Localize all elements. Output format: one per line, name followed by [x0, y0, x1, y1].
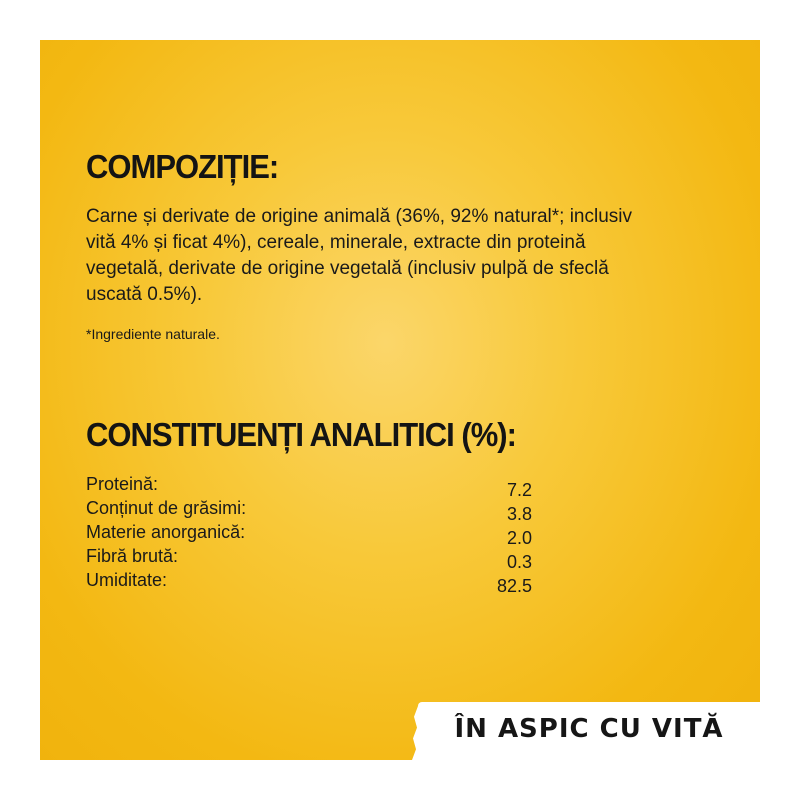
flavor-tag-text: ÎN ASPIC CU VITĂ: [454, 714, 724, 744]
table-row: [86, 496, 532, 524]
composition-title: COMPOZIȚIE:: [86, 148, 279, 186]
constituent-value: 7.2: [506, 480, 532, 500]
table-row: [86, 472, 532, 500]
constituent-value: 3.8: [506, 504, 532, 524]
analytic-constituents-title: CONSTITUENȚI ANALITICI (%):: [86, 416, 516, 454]
constituent-label: Materie anorganică:: [86, 522, 246, 542]
table-row: [86, 520, 532, 548]
constituent-label: Umiditate:: [86, 570, 168, 590]
constituent-label: Fibră brută:: [86, 546, 179, 566]
table-row: [86, 568, 532, 596]
composition-text: Carne și derivate de origine animală (36%, 92% natural*; inclusiv vită 4% și ficat 4%), cereale, minerale, extracte din proteină vegetală, derivate de origine vegetală (inclusiv pulpă de sfeclă uscată 0.5%).: [86, 206, 633, 305]
table-row: [86, 544, 532, 572]
constituent-value: 82.5: [496, 576, 532, 596]
composition-footnote: *Ingrediente naturale.: [86, 326, 220, 342]
flavor-tag: [418, 702, 760, 760]
constituent-value: 0.3: [506, 552, 532, 572]
product-info-panel: [40, 40, 760, 760]
constituent-value: 2.0: [506, 528, 532, 548]
constituent-label: Conținut de grăsimi:: [86, 498, 247, 518]
constituent-label: Proteină:: [86, 474, 159, 494]
analytic-constituents-table: [86, 472, 532, 596]
